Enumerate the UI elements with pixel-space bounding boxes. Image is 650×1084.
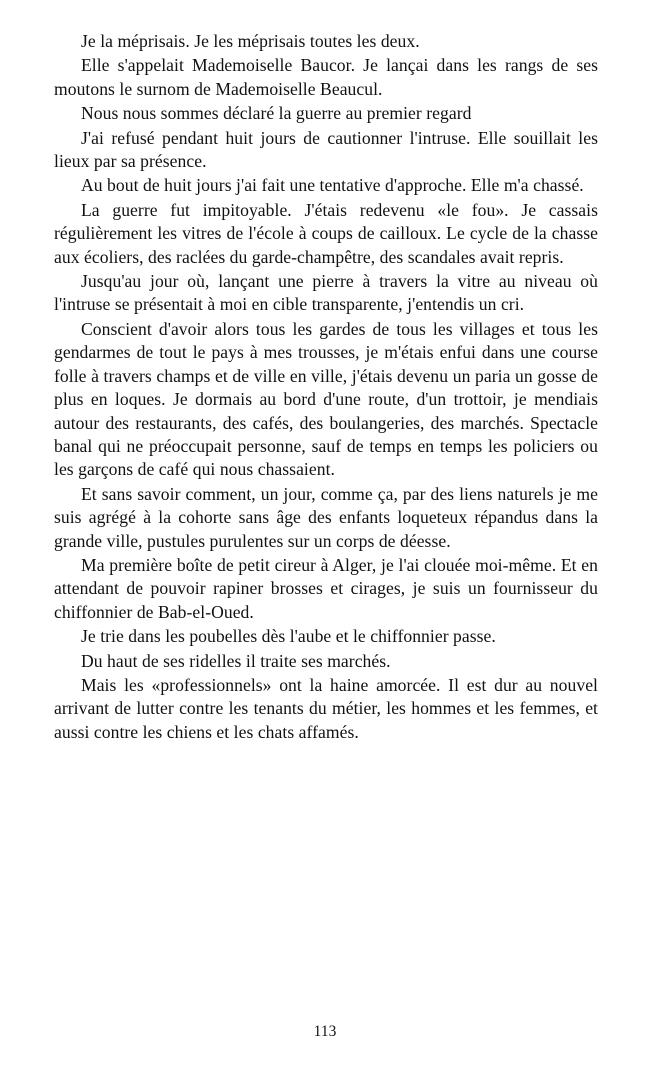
paragraph-4: J'ai refusé pendant huit jours de cautionner l'intruse. Elle souillait les lieux par sa présence. [54,127,598,172]
body-text [54,30,598,745]
paragraph-5: Au bout de huit jours j'ai fait une tentative d'approche. Elle m'a chassé. [81,175,584,196]
paragraph-7: Jusqu'au jour où, lançant une pierre à travers la vitre au niveau où l'intruse se présentait à moi en cible transparente, j'entendis un cri. [54,271,598,315]
paragraph-3: Nous nous sommes déclaré la guerre au premier regard [81,103,472,124]
paragraph-11: Je trie dans les poubelles dès l'aube et le chiffonnier passe. [81,626,496,647]
paragraph-10: Ma première boîte de petit cireur à Alger, je l'ai clouée moi-même. Et en attendant de pouvoir rapiner brosses et cirages, je suis un fournisseur du chiffonnier de Bab-el-Oued. [54,554,598,622]
paragraph-13: Mais les «professionnels» ont la haine amorcée. Il est dur au nouvel arrivant de lutter contre les tenants du métier, les hommes et les femmes, et aussi contre les chiens et les chats affamés. [54,674,598,742]
paragraph-2: Elle s'appelait Mademoiselle Baucor. Je lançai dans les rangs de ses moutons le surnom de Mademoiselle Beaucul. [54,55,598,99]
paragraph-8: Conscient d'avoir alors tous les gardes de tous les villages et tous les gendarmes de tout le pays à mes trousses, je m'étais enfui dans une course folle à travers champs et de ville en ville, j'étais devenu un paria un gosse de plus en loques. Je dormais au bord d'une route, d'un trottoir, je mendiais autour des restaurants, des cafés, des boulangeries, des marchés. Spectacle banal qui ne préoccupait personne, sauf de temps en temps les policiers ou les garçons de café qui nous chassaient. [54,318,598,480]
page-number: 113 [313,1023,337,1040]
paragraph-9: Et sans savoir comment, un jour, comme ça, par des liens naturels je me suis agrégé à la cohorte sans âge des enfants loqueteux répandus dans la grande ville, pustules purulentes sur un corps de déesse. [54,483,598,551]
paragraph-6: La guerre fut impitoyable. J'étais redevenu «le fou». Je cassais régulièrement les vitres de l'école à coups de cailloux. Le cycle de la chasse aux écoliers, des raclées du garde-champêtre, des scandales avait repris. [54,199,598,267]
paragraph-1: Je la méprisais. Je les méprisais toutes les deux. [81,31,420,51]
paragraph-12: Du haut de ses ridelles il traite ses marchés. [81,650,391,671]
